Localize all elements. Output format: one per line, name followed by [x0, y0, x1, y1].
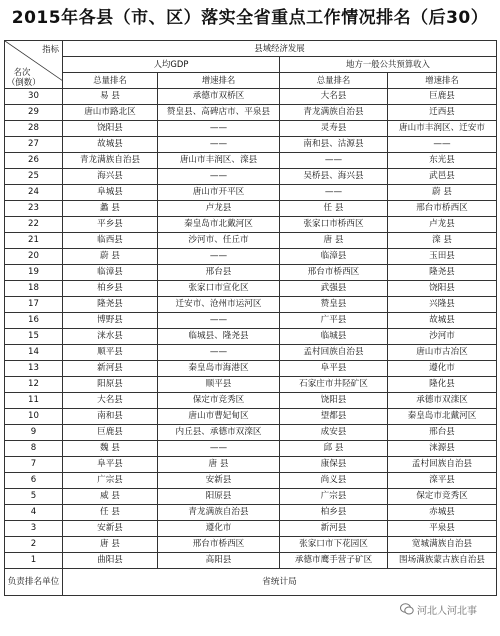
revenue-growth-cell: 围场满族蒙古族自治县	[388, 553, 497, 569]
header-row-1	[5, 41, 497, 57]
gdp-growth-cell: ——	[158, 249, 280, 265]
gdp-total-cell: 唐山市路北区	[63, 105, 158, 121]
rank-cell: 17	[5, 297, 63, 313]
table-row	[5, 361, 497, 377]
gdp-total-cell: 海兴县	[63, 169, 158, 185]
revenue-growth-cell: 卢龙县	[388, 217, 497, 233]
rank-cell: 25	[5, 169, 63, 185]
revenue-total-cell: 饶阳县	[280, 393, 388, 409]
gdp-growth-header: 增速排名	[158, 73, 280, 89]
diagonal-header-cell	[5, 41, 63, 89]
revenue-growth-cell: 武邑县	[388, 169, 497, 185]
gdp-growth-cell: 内丘县、承德市双滦区	[158, 425, 280, 441]
revenue-total-cell: 阜平县	[280, 361, 388, 377]
revenue-growth-cell: 巨鹿县	[388, 89, 497, 105]
revenue-growth-cell: 故城县	[388, 313, 497, 329]
gdp-growth-cell: 阳原县	[158, 489, 280, 505]
table-row	[5, 425, 497, 441]
revenue-total-cell: 张家口市下花园区	[280, 537, 388, 553]
revenue-growth-cell: 饶阳县	[388, 281, 497, 297]
gdp-total-cell: 广宗县	[63, 473, 158, 489]
gdp-total-cell: 临西县	[63, 233, 158, 249]
revenue-total-cell: 广平县	[280, 313, 388, 329]
gdp-total-cell: 阳原县	[63, 377, 158, 393]
table-row	[5, 505, 497, 521]
gdp-growth-cell: 秦皇岛市海港区	[158, 361, 280, 377]
gdp-growth-cell: ——	[158, 313, 280, 329]
rank-cell: 7	[5, 457, 63, 473]
gdp-total-cell: 蠡 县	[63, 201, 158, 217]
rank-cell: 6	[5, 473, 63, 489]
table-row	[5, 329, 497, 345]
table-row	[5, 105, 497, 121]
table-row	[5, 537, 497, 553]
table-row	[5, 313, 497, 329]
county-economy-header: 县域经济发展	[63, 41, 497, 57]
rank-cell: 9	[5, 425, 63, 441]
revenue-growth-cell: 邢台市桥西区	[388, 201, 497, 217]
gdp-total-cell: 新河县	[63, 361, 158, 377]
table-row	[5, 121, 497, 137]
gdp-total-cell: 柏乡县	[63, 281, 158, 297]
header-row-2	[5, 57, 497, 73]
gdp-growth-cell: 卢龙县	[158, 201, 280, 217]
rank-cell: 22	[5, 217, 63, 233]
rank-cell: 28	[5, 121, 63, 137]
rank-cell: 5	[5, 489, 63, 505]
table-row	[5, 409, 497, 425]
rank-cell: 20	[5, 249, 63, 265]
revenue-total-cell: 承德市鹰手营子矿区	[280, 553, 388, 569]
table-row	[5, 457, 497, 473]
indicator-label: 指标	[42, 44, 59, 54]
revenue-growth-cell: 玉田县	[388, 249, 497, 265]
revenue-total-cell: 尚义县	[280, 473, 388, 489]
gdp-growth-cell: ——	[158, 121, 280, 137]
revenue-total-cell: 南和县、沽源县	[280, 137, 388, 153]
gdp-growth-cell: 邢台市桥西区	[158, 537, 280, 553]
table-row	[5, 393, 497, 409]
ranking-table	[4, 40, 497, 596]
table-row	[5, 137, 497, 153]
gdp-total-cell: 隆尧县	[63, 297, 158, 313]
table-row	[5, 553, 497, 569]
gdp-header: 人均GDP	[63, 57, 280, 73]
gdp-total-cell: 故城县	[63, 137, 158, 153]
revenue-growth-cell: 滦平县	[388, 473, 497, 489]
table-row	[5, 345, 497, 361]
revenue-total-cell: 赞皇县	[280, 297, 388, 313]
table-row	[5, 521, 497, 537]
gdp-total-cell: 曲阳县	[63, 553, 158, 569]
revenue-growth-cell: 保定市竞秀区	[388, 489, 497, 505]
gdp-growth-cell: 保定市竞秀区	[158, 393, 280, 409]
revenue-total-cell: 石家庄市井陉矿区	[280, 377, 388, 393]
revenue-total-cell: 吴桥县、海兴县	[280, 169, 388, 185]
rank-cell: 27	[5, 137, 63, 153]
rank-cell: 16	[5, 313, 63, 329]
gdp-total-cell: 安新县	[63, 521, 158, 537]
responsible-unit-label: 负责排名单位	[5, 569, 63, 596]
gdp-total-cell: 任 县	[63, 505, 158, 521]
table-row	[5, 377, 497, 393]
revenue-growth-cell: 秦皇岛市北戴河区	[388, 409, 497, 425]
gdp-growth-cell: ——	[158, 345, 280, 361]
rank-cell: 23	[5, 201, 63, 217]
table-row	[5, 249, 497, 265]
gdp-total-cell: 魏 县	[63, 441, 158, 457]
gdp-growth-cell: 唐山市丰润区、滦县	[158, 153, 280, 169]
gdp-growth-cell: ——	[158, 441, 280, 457]
revenue-growth-cell: 隆尧县	[388, 265, 497, 281]
revenue-growth-header: 增速排名	[388, 73, 497, 89]
gdp-total-cell: 饶阳县	[63, 121, 158, 137]
revenue-growth-cell: 遵化市	[388, 361, 497, 377]
gdp-growth-cell: 青龙满族自治县	[158, 505, 280, 521]
revenue-total-cell: 张家口市桥西区	[280, 217, 388, 233]
gdp-total-cell: 临漳县	[63, 265, 158, 281]
rank-cell: 30	[5, 89, 63, 105]
watermark	[400, 598, 490, 620]
table-row	[5, 217, 497, 233]
table-row	[5, 297, 497, 313]
revenue-growth-cell: 孟村回族自治县	[388, 457, 497, 473]
gdp-total-cell: 涞水县	[63, 329, 158, 345]
rank-label: 名次（倒数）	[7, 67, 41, 87]
revenue-total-cell: 广宗县	[280, 489, 388, 505]
revenue-total-header: 总量排名	[280, 73, 388, 89]
table-row	[5, 169, 497, 185]
revenue-growth-cell: 东光县	[388, 153, 497, 169]
gdp-growth-cell: 邢台县	[158, 265, 280, 281]
footer-row	[5, 569, 497, 596]
gdp-total-cell: 博野县	[63, 313, 158, 329]
revenue-total-cell: 灵寿县	[280, 121, 388, 137]
table-row	[5, 89, 497, 105]
gdp-growth-cell: 张家口市宣化区	[158, 281, 280, 297]
gdp-growth-cell: ——	[158, 137, 280, 153]
rank-cell: 1	[5, 553, 63, 569]
rank-cell: 8	[5, 441, 63, 457]
gdp-total-cell: 顺平县	[63, 345, 158, 361]
gdp-growth-cell: 迁安市、沧州市运河区	[158, 297, 280, 313]
gdp-growth-cell: 安新县	[158, 473, 280, 489]
revenue-total-cell: 康保县	[280, 457, 388, 473]
rank-cell: 15	[5, 329, 63, 345]
revenue-growth-cell: 沙河市	[388, 329, 497, 345]
rank-cell: 19	[5, 265, 63, 281]
ranking-body	[5, 89, 497, 569]
revenue-growth-cell: 邢台县	[388, 425, 497, 441]
responsible-unit-value: 省统计局	[63, 569, 497, 596]
revenue-growth-cell: 宽城满族自治县	[388, 537, 497, 553]
gdp-total-cell: 青龙满族自治县	[63, 153, 158, 169]
rank-cell: 21	[5, 233, 63, 249]
rank-cell: 26	[5, 153, 63, 169]
gdp-total-cell: 唐 县	[63, 537, 158, 553]
wechat-icon	[400, 602, 414, 616]
rank-cell: 24	[5, 185, 63, 201]
revenue-total-cell: 成安县	[280, 425, 388, 441]
table-row	[5, 281, 497, 297]
gdp-growth-cell: 唐 县	[158, 457, 280, 473]
revenue-growth-cell: 平泉县	[388, 521, 497, 537]
table-row	[5, 201, 497, 217]
gdp-growth-cell: 承德市双桥区	[158, 89, 280, 105]
revenue-total-cell: 任 县	[280, 201, 388, 217]
rank-cell: 2	[5, 537, 63, 553]
revenue-growth-cell: ——	[388, 137, 497, 153]
gdp-total-cell: 蔚 县	[63, 249, 158, 265]
revenue-total-cell: 武强县	[280, 281, 388, 297]
table-row	[5, 441, 497, 457]
gdp-total-cell: 阜城县	[63, 185, 158, 201]
revenue-growth-cell: 赤城县	[388, 505, 497, 521]
gdp-total-cell: 南和县	[63, 409, 158, 425]
gdp-total-cell: 平乡县	[63, 217, 158, 233]
rank-cell: 13	[5, 361, 63, 377]
gdp-total-cell: 阜平县	[63, 457, 158, 473]
header-row-3	[5, 73, 497, 89]
revenue-growth-cell: 兴隆县	[388, 297, 497, 313]
revenue-total-cell: 临漳县	[280, 249, 388, 265]
revenue-growth-cell: 迁西县	[388, 105, 497, 121]
revenue-growth-cell: 唐山市古冶区	[388, 345, 497, 361]
revenue-total-cell: ——	[280, 185, 388, 201]
gdp-growth-cell: ——	[158, 169, 280, 185]
revenue-growth-cell: 蔚 县	[388, 185, 497, 201]
gdp-total-cell: 巨鹿县	[63, 425, 158, 441]
gdp-growth-cell: 唐山市开平区	[158, 185, 280, 201]
gdp-total-cell: 威 县	[63, 489, 158, 505]
revenue-total-cell: ——	[280, 153, 388, 169]
revenue-total-cell: 新河县	[280, 521, 388, 537]
rank-cell: 4	[5, 505, 63, 521]
table-row	[5, 233, 497, 249]
watermark-text: 河北人河北事	[417, 605, 477, 617]
gdp-total-header: 总量排名	[63, 73, 158, 89]
table-row	[5, 185, 497, 201]
revenue-total-cell: 临城县	[280, 329, 388, 345]
revenue-total-cell: 邱 县	[280, 441, 388, 457]
rank-cell: 11	[5, 393, 63, 409]
gdp-growth-cell: 唐山市曹妃甸区	[158, 409, 280, 425]
revenue-total-cell: 青龙满族自治县	[280, 105, 388, 121]
revenue-growth-cell: 唐山市丰润区、迁安市	[388, 121, 497, 137]
rank-cell: 12	[5, 377, 63, 393]
rank-cell: 10	[5, 409, 63, 425]
revenue-total-cell: 唐 县	[280, 233, 388, 249]
rank-cell: 18	[5, 281, 63, 297]
rank-cell: 29	[5, 105, 63, 121]
rank-cell: 3	[5, 521, 63, 537]
table-row	[5, 473, 497, 489]
table-row	[5, 489, 497, 505]
revenue-total-cell: 孟村回族自治县	[280, 345, 388, 361]
gdp-growth-cell: 沙河市、任丘市	[158, 233, 280, 249]
gdp-total-cell: 大名县	[63, 393, 158, 409]
gdp-growth-cell: 遵化市	[158, 521, 280, 537]
revenue-total-cell: 邢台市桥西区	[280, 265, 388, 281]
table-row	[5, 153, 497, 169]
revenue-total-cell: 柏乡县	[280, 505, 388, 521]
revenue-growth-cell: 涞源县	[388, 441, 497, 457]
revenue-header: 地方一般公共预算收入	[280, 57, 497, 73]
gdp-growth-cell: 高阳县	[158, 553, 280, 569]
revenue-growth-cell: 隆化县	[388, 377, 497, 393]
gdp-total-cell: 易 县	[63, 89, 158, 105]
gdp-growth-cell: 顺平县	[158, 377, 280, 393]
revenue-growth-cell: 滦 县	[388, 233, 497, 249]
revenue-growth-cell: 承德市双滦区	[388, 393, 497, 409]
gdp-growth-cell: 临城县、隆尧县	[158, 329, 280, 345]
gdp-growth-cell: 赞皇县、高碑店市、平泉县	[158, 105, 280, 121]
revenue-total-cell: 大名县	[280, 89, 388, 105]
rank-cell: 14	[5, 345, 63, 361]
table-row	[5, 265, 497, 281]
gdp-growth-cell: 秦皇岛市北戴河区	[158, 217, 280, 233]
revenue-total-cell: 望都县	[280, 409, 388, 425]
page-title: 2015年各县（市、区）落实全省重点工作情况排名（后30）	[11, 8, 489, 28]
